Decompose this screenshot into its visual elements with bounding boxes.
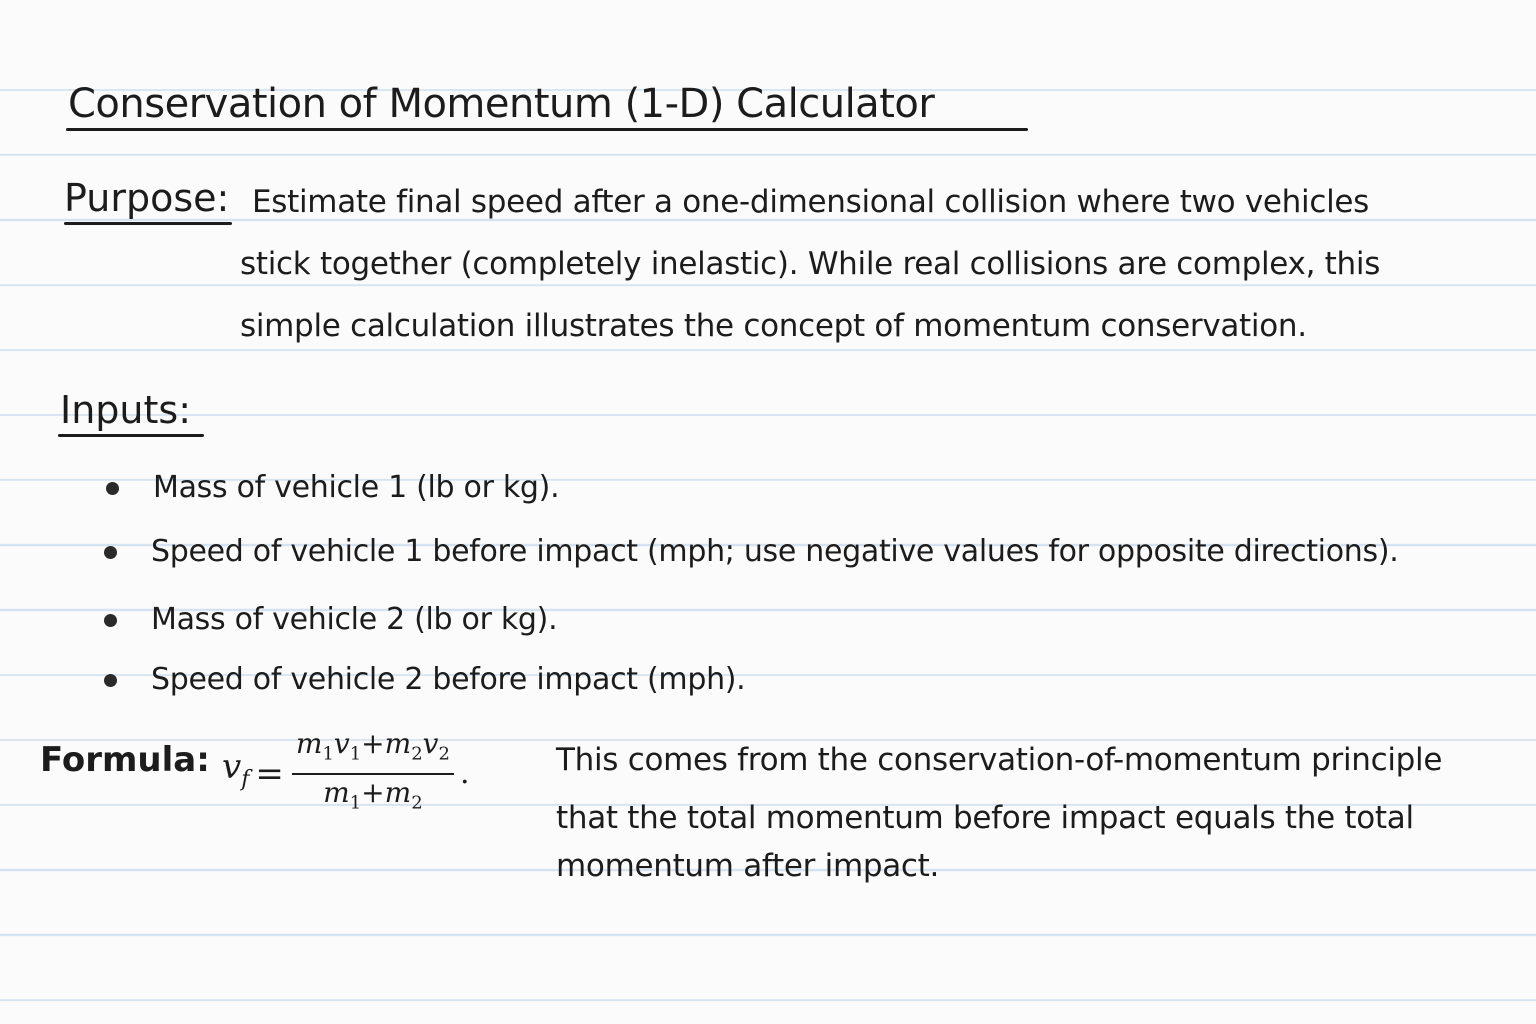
- input-item-text: Speed of vehicle 1 before impact (mph; use negative values for opposite directions).: [151, 534, 1399, 569]
- bullet-icon: [104, 546, 117, 559]
- inputs-underline: [58, 434, 204, 437]
- purpose-line-2: stick together (completely inelastic). While real collisions are complex, this: [240, 246, 1381, 282]
- inputs-label: Inputs:: [60, 388, 191, 432]
- formula-label: Formula:: [40, 740, 210, 780]
- formula-expression: [222, 726, 469, 821]
- input-item-text: Mass of vehicle 1 (lb or kg).: [153, 470, 560, 505]
- formula-fraction: [292, 726, 454, 821]
- bullet-icon: [106, 482, 119, 495]
- bullet-icon: [104, 614, 117, 627]
- page-title: Conservation of Momentum (1-D) Calculator: [68, 81, 935, 127]
- input-item-text: Mass of vehicle 2 (lb or kg).: [151, 602, 558, 637]
- formula-numerator: $m_1v_1+m_2v_2$: [295, 727, 450, 765]
- formula-lhs: $v_f$: [222, 747, 250, 792]
- list-item: [104, 600, 557, 640]
- input-item-text: Speed of vehicle 2 before impact (mph).: [151, 662, 746, 697]
- list-item: [106, 468, 559, 508]
- purpose-line-1: Estimate final speed after a one-dimensional collision where two vehicles: [252, 184, 1370, 220]
- formula-explanation-line-2: that the total momentum before impact equals the total: [556, 800, 1414, 836]
- list-item: [104, 532, 1398, 572]
- purpose-underline: [64, 222, 232, 225]
- formula-explanation-line-3: momentum after impact.: [556, 848, 940, 884]
- formula-denominator: $m_1+m_2$: [323, 775, 423, 814]
- list-item: [104, 660, 745, 700]
- formula-equals: =: [255, 753, 284, 794]
- purpose-label: Purpose:: [64, 176, 230, 220]
- purpose-line-3: simple calculation illustrates the concept of momentum conservation.: [240, 308, 1307, 344]
- formula-period: .: [459, 756, 470, 792]
- bullet-icon: [104, 674, 117, 687]
- formula-explanation-line-1: This comes from the conservation-of-momentum principle: [556, 742, 1443, 778]
- title-underline: [66, 128, 1028, 131]
